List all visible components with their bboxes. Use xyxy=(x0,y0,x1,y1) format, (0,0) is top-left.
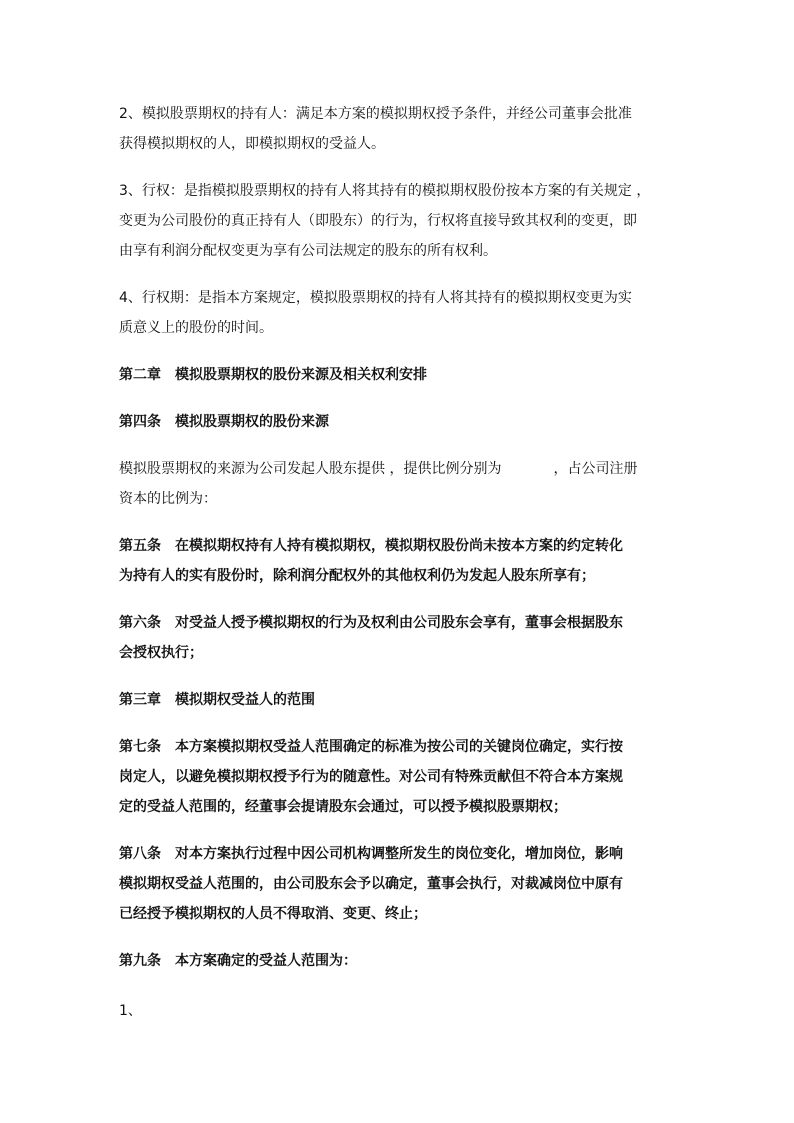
text-line: 第五条 在模拟期权持有人持有模拟期权，模拟期权股份尚未按本方案的约定转化 xyxy=(119,538,623,554)
paragraph-exercise-definition xyxy=(119,176,679,266)
text-line: 3、行权：是指模拟股票期权的持有人将其持有的模拟期权股份按本方案的有关规定 ， xyxy=(119,183,651,199)
text-line: 第七条 本方案模拟期权受益人范围确定的标准为按公司的关键岗位确定，实行按 xyxy=(119,739,623,755)
text-line: 由享有利润分配权变更为享有公司法规定的股东的所有权利。 xyxy=(119,243,497,259)
article-9-heading xyxy=(119,946,679,976)
text-line: 1、 xyxy=(119,1003,142,1019)
text-line: 资本的比例为： xyxy=(119,491,217,507)
source-text-start: 模拟股票期权的来源为公司发起人股东提供 ，提供比例分别为 xyxy=(119,461,502,477)
text-line: 已经授予模拟期权的人员不得取消、变更、终止； xyxy=(119,906,427,922)
heading-text: 第二章 模拟股票期权的股份来源及相关权利安排 xyxy=(119,367,427,383)
heading-text: 第四条 模拟股票期权的股份来源 xyxy=(119,414,329,430)
text-line: 定的受益人范围的，经董事会提请股东会通过，可以授予模拟股票期权； xyxy=(119,799,567,815)
article-5-paragraph xyxy=(119,531,679,591)
paragraph-share-source xyxy=(119,454,679,514)
article-6-paragraph xyxy=(119,608,679,668)
article-7-paragraph xyxy=(119,732,679,822)
list-item-1 xyxy=(119,996,679,1026)
text-line: 变更为公司股份的真正持有人（即股东）的行为，行权将直接导致其权利的变更，即 xyxy=(119,213,637,229)
text-line: 第九条 本方案确定的受益人范围为： xyxy=(119,953,357,969)
text-line: 为持有人的实有股份时，除利润分配权外的其他权利仍为发起人股东所享有； xyxy=(119,568,595,584)
text-line: 会授权执行； xyxy=(119,645,203,661)
article-4-heading xyxy=(119,407,679,437)
text-line: 岗定人，以避免模拟期权授予行为的随意性。对公司有特殊贡献但不符合本方案规 xyxy=(119,769,623,785)
heading-text: 第三章 模拟期权受益人的范围 xyxy=(119,692,315,708)
chapter-3-heading xyxy=(119,685,679,715)
paragraph-holder-definition xyxy=(119,99,679,159)
text-line: 4、行权期：是指本方案规定，模拟股票期权的持有人将其持有的模拟期权变更为实 xyxy=(119,290,632,306)
text-line: 2、模拟股票期权的持有人：满足本方案的模拟期权授予条件，并经公司董事会批准 xyxy=(119,106,632,122)
chapter-2-heading xyxy=(119,360,679,390)
text-line: 质意义上的股份的时间。 xyxy=(119,320,273,336)
source-text-end: ，占公司注册 xyxy=(553,461,638,477)
text-line: 第六条 对受益人授予模拟期权的行为及权利由公司股东会享有，董事会根据股东 xyxy=(119,615,623,631)
text-line: 第八条 对本方案执行过程中因公司机构调整所发生的岗位变化，增加岗位，影响 xyxy=(119,846,623,862)
text-line: 模拟期权受益人范围的，由公司股东会予以确定，董事会执行，对裁减岗位中原有 xyxy=(119,876,623,892)
text-line: 获得模拟期权的人，即模拟期权的受益人。 xyxy=(119,136,385,152)
paragraph-exercise-period-definition xyxy=(119,283,679,343)
article-8-paragraph xyxy=(119,839,679,929)
text-line xyxy=(119,454,679,484)
